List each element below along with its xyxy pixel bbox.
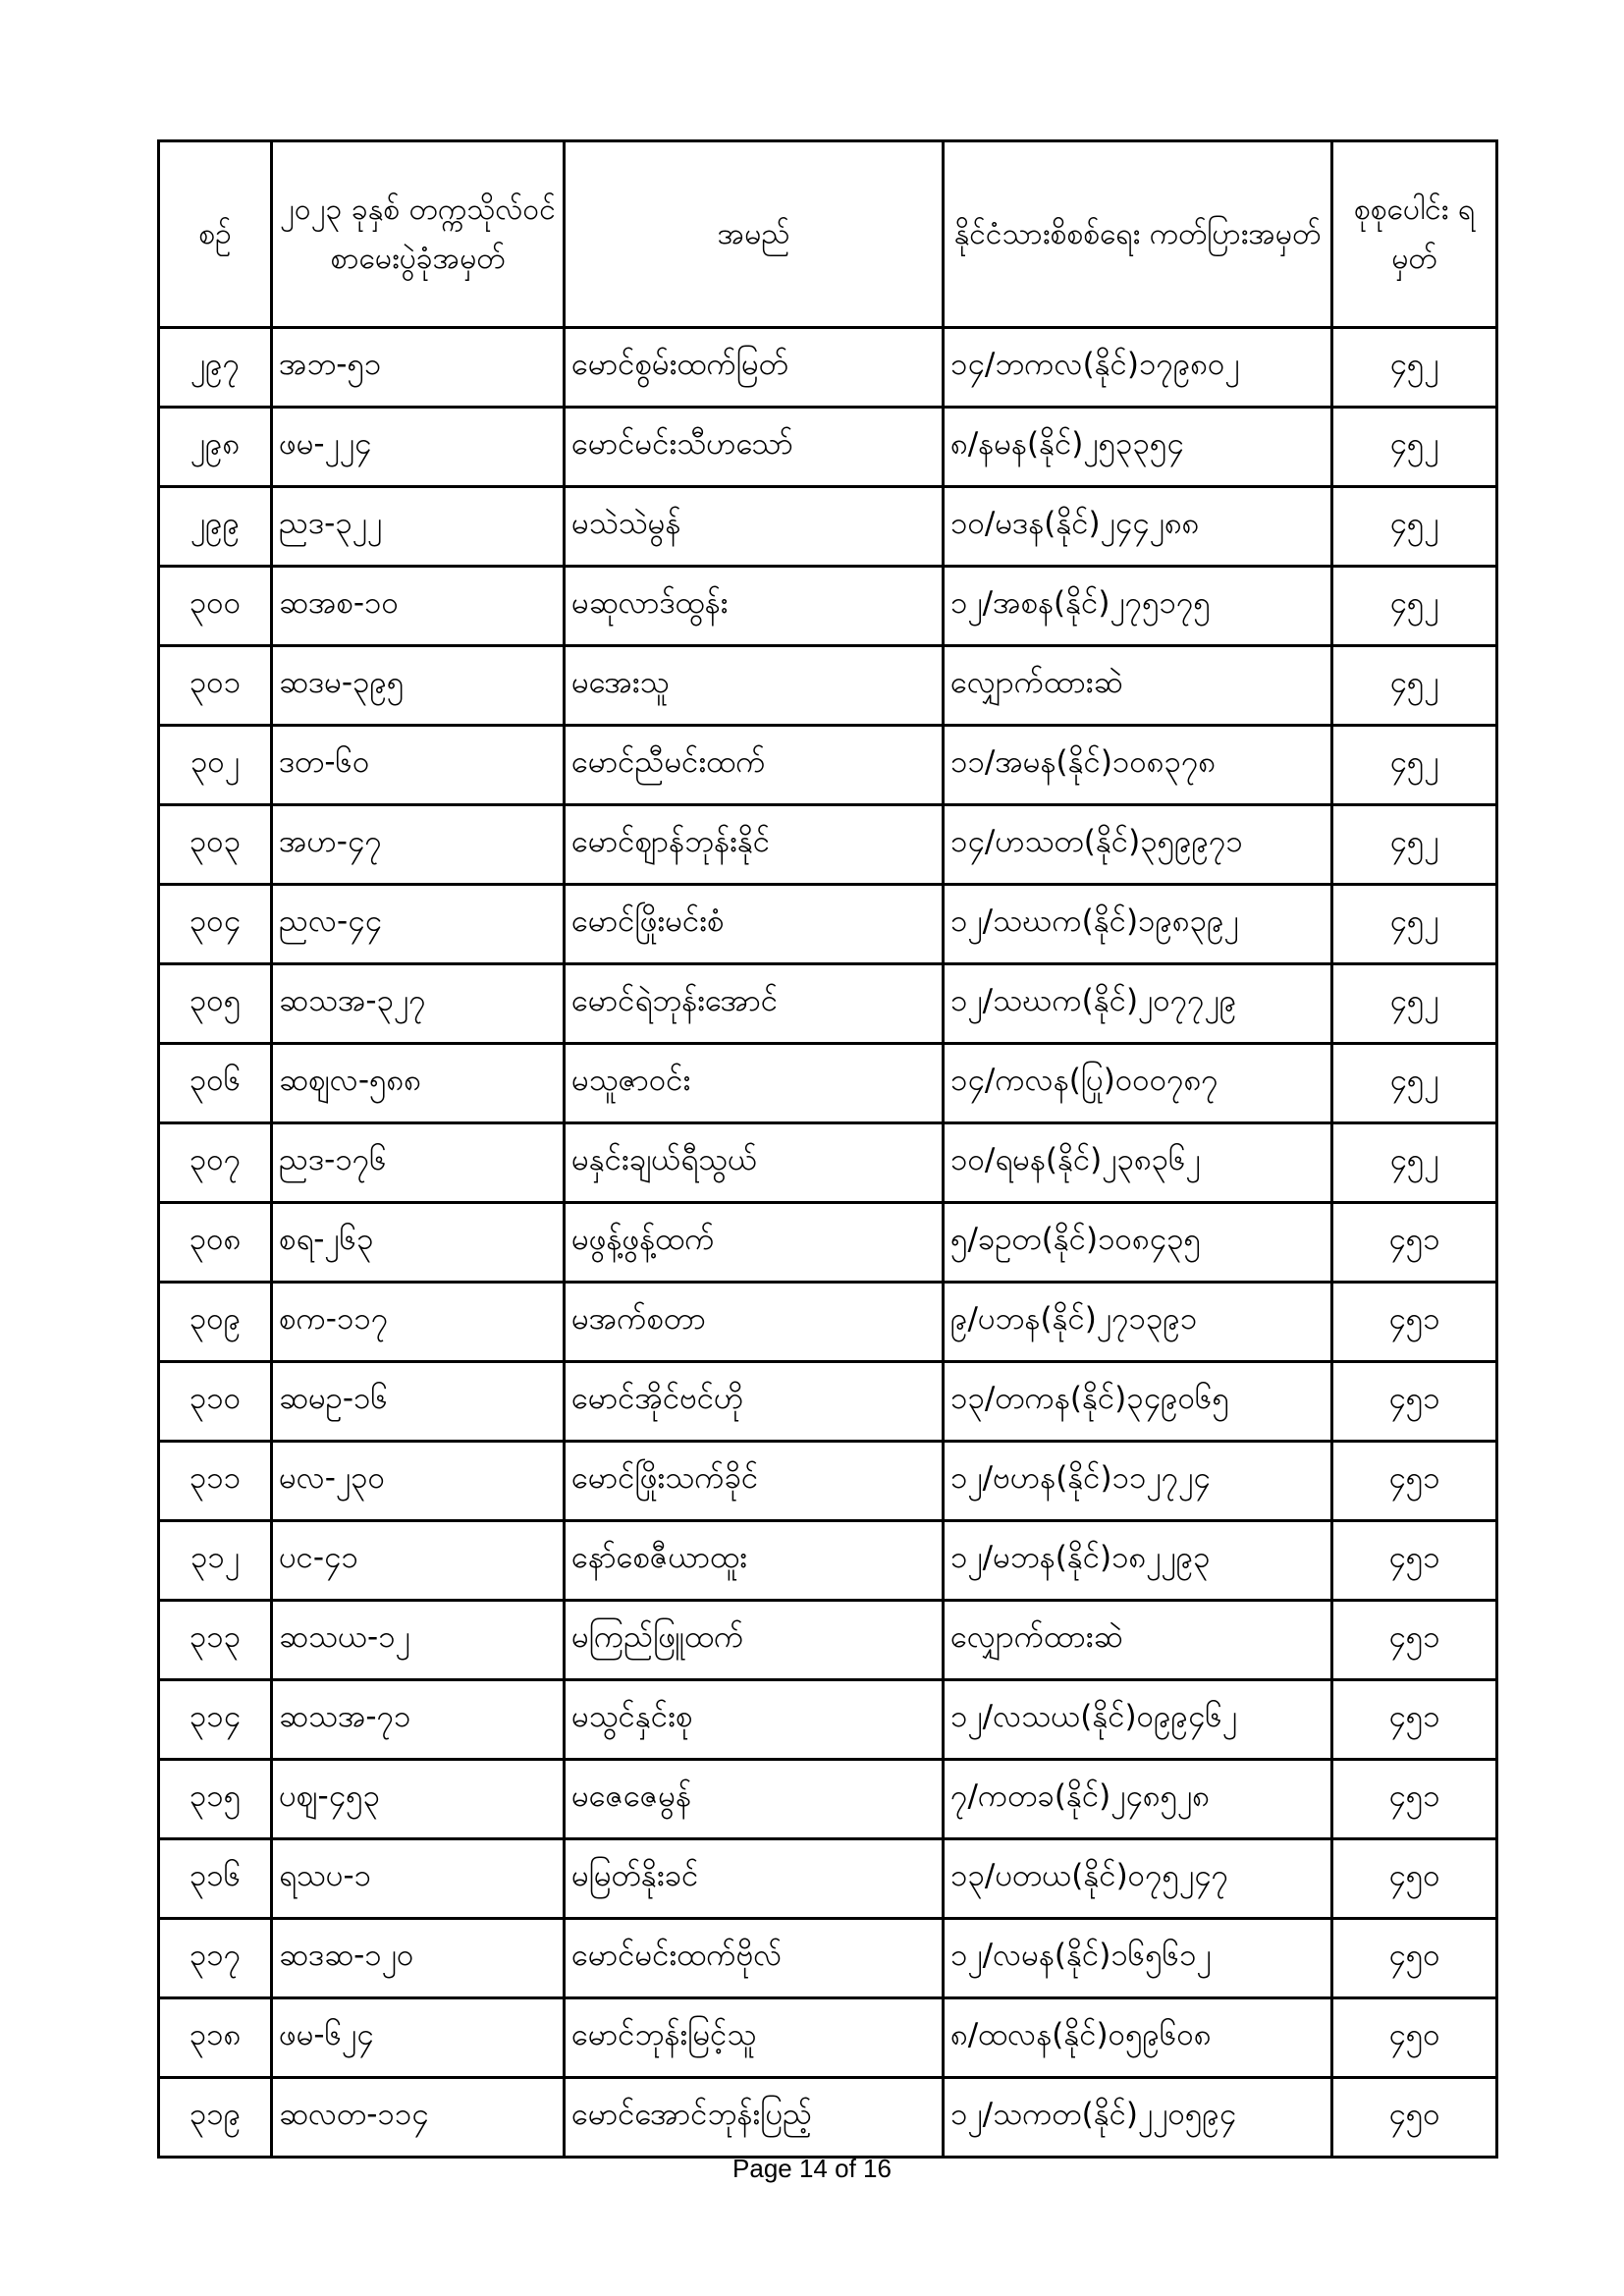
table-row [159,1283,1497,1362]
table-row [159,885,1497,964]
roll-number-cell: ဆသယ-၁၂ [272,1601,565,1680]
nrc-number-cell: ၁၄/ကလန(ပြု)၀၀၀၇၈၇ [944,1044,1332,1123]
roll-number-cell: ဆမဥ-၁၆ [272,1362,565,1442]
table-row [159,408,1497,487]
header-roll-number: ၂၀၂၃ ခုနှစ် တက္ကသိုလ်ဝင် စာမေးပွဲခုံအမှတ် [272,141,565,328]
name-cell: မောင်မင်းသီဟသော် [565,408,944,487]
table-row [159,964,1497,1044]
name-cell: မောင်ဈာန်ဘုန်းနိုင် [565,805,944,885]
total-marks-cell: ၄၅၂ [1332,885,1497,964]
name-cell: မောင်ဖြိုးသက်ခိုင် [565,1442,944,1521]
table-row [159,1203,1497,1283]
roll-number-cell: ဆဒဆ-၁၂၀ [272,1919,565,1998]
name-cell: မဇေဇေမွန် [565,1760,944,1839]
roll-number-cell: ဒတ-၆၀ [272,726,565,805]
serial-no-cell: ၃၁၉ [159,2078,272,2158]
roll-number-cell: ရသပ-၁ [272,1839,565,1919]
nrc-number-cell: ၈/ထလန(နိုင်)၀၅၉၆၀၈ [944,1998,1332,2078]
nrc-number-cell: ၇/ကတခ(နိုင်)၂၄၈၅၂၈ [944,1760,1332,1839]
nrc-number-cell: ၁၂/သကတ(နိုင်)၂၂၀၅၉၄ [944,2078,1332,2158]
name-cell: မအက်စတာ [565,1283,944,1362]
table-row [159,1044,1497,1123]
total-marks-cell: ၄၅၁ [1332,1521,1497,1601]
serial-no-cell: ၃၀၈ [159,1203,272,1283]
results-table [157,139,1498,2159]
nrc-number-cell: ၁၁/အမန(နိုင်)၁၀၈၃၇၈ [944,726,1332,805]
roll-number-cell: ဆဈလ-၅၈၈ [272,1044,565,1123]
roll-number-cell: အဟ-၄၇ [272,805,565,885]
serial-no-cell: ၃၀၂ [159,726,272,805]
nrc-number-cell: ၈/နမန(နိုင်)၂၅၃၃၅၄ [944,408,1332,487]
table-row [159,567,1497,646]
total-marks-cell: ၄၅၁ [1332,1203,1497,1283]
total-marks-cell: ၄၅၂ [1332,328,1497,408]
roll-number-cell: ဆလတ-၁၁၄ [272,2078,565,2158]
nrc-number-cell: လျှောက်ထားဆဲ [944,1601,1332,1680]
nrc-number-cell: လျှောက်ထားဆဲ [944,646,1332,726]
header-total-marks: စုစုပေါင်း ရမှတ် [1332,141,1497,328]
roll-number-cell: စရ-၂၆၃ [272,1203,565,1283]
total-marks-cell: ၄၅၂ [1332,964,1497,1044]
table-row [159,328,1497,408]
table-row [159,1839,1497,1919]
serial-no-cell: ၃၁၇ [159,1919,272,1998]
nrc-number-cell: ၁၂/သဃက(နိုင်)၁၉၈၃၉၂ [944,885,1332,964]
table-row [159,1601,1497,1680]
name-cell: မသူဇာဝင်း [565,1044,944,1123]
total-marks-cell: ၄၅၀ [1332,1839,1497,1919]
name-cell: မောင်ညီမင်းထက် [565,726,944,805]
total-marks-cell: ၄၅၁ [1332,1283,1497,1362]
nrc-number-cell: ၁၀/မဒန(နိုင်)၂၄၄၂၈၈ [944,487,1332,567]
roll-number-cell: ဆသအ-၃၂၇ [272,964,565,1044]
serial-no-cell: ၂၉၉ [159,487,272,567]
table-row [159,1680,1497,1760]
table-row [159,1123,1497,1203]
total-marks-cell: ၄၅၁ [1332,1362,1497,1442]
roll-number-cell: ဖမ-၂၂၄ [272,408,565,487]
serial-no-cell: ၃၁၀ [159,1362,272,1442]
header-nrc-number: နိုင်ငံသားစိစစ်ရေး ကတ်ပြားအမှတ် [944,141,1332,328]
nrc-number-cell: ၁၂/လသယ(နိုင်)၀၉၉၄၆၂ [944,1680,1332,1760]
roll-number-cell: ပဈ-၄၅၃ [272,1760,565,1839]
table-row [159,1362,1497,1442]
roll-number-cell: စက-၁၁၇ [272,1283,565,1362]
header-serial-no: စဉ် [159,141,272,328]
roll-number-cell: ညဒ-၃၂၂ [272,487,565,567]
nrc-number-cell: ၁၂/ဗဟန(နိုင်)၁၁၂၇၂၄ [944,1442,1332,1521]
total-marks-cell: ၄၅၀ [1332,1998,1497,2078]
total-marks-cell: ၄၅၁ [1332,1601,1497,1680]
name-cell: မဆုလာဒ်ထွန်း [565,567,944,646]
serial-no-cell: ၂၉၇ [159,328,272,408]
serial-no-cell: ၃၀၀ [159,567,272,646]
table-row [159,646,1497,726]
name-cell: မောင်စွမ်းထက်မြတ် [565,328,944,408]
total-marks-cell: ၄၅၂ [1332,646,1497,726]
serial-no-cell: ၃၀၃ [159,805,272,885]
nrc-number-cell: ၁၄/ဟသတ(နိုင်)၃၅၉၉၇၁ [944,805,1332,885]
table-row [159,1998,1497,2078]
roll-number-cell: ဆအစ-၁၀ [272,567,565,646]
nrc-number-cell: ၅/ခဥတ(နိုင်)၁၀၈၄၃၅ [944,1203,1332,1283]
serial-no-cell: ၃၁၈ [159,1998,272,2078]
serial-no-cell: ၃၁၁ [159,1442,272,1521]
header-name: အမည် [565,141,944,328]
serial-no-cell: ၃၀၆ [159,1044,272,1123]
nrc-number-cell: ၁၃/ပတယ(နိုင်)၀၇၅၂၄၇ [944,1839,1332,1919]
total-marks-cell: ၄၅၂ [1332,1123,1497,1203]
serial-no-cell: ၃၁၂ [159,1521,272,1601]
name-cell: မောင်အိုင်ဗင်ဟို [565,1362,944,1442]
roll-number-cell: ညလ-၄၄ [272,885,565,964]
roll-number-cell: မလ-၂၃၀ [272,1442,565,1521]
serial-no-cell: ၃၀၉ [159,1283,272,1362]
table-row [159,1760,1497,1839]
name-cell: မသွင်နှင်းစု [565,1680,944,1760]
nrc-number-cell: ၁၂/မဘန(နိုင်)၁၈၂၂၉၃ [944,1521,1332,1601]
name-cell: မကြည်ဖြူထက် [565,1601,944,1680]
table-row [159,726,1497,805]
table-row [159,1919,1497,1998]
total-marks-cell: ၄၅၂ [1332,726,1497,805]
serial-no-cell: ၃၀၄ [159,885,272,964]
total-marks-cell: ၄၅၂ [1332,487,1497,567]
serial-no-cell: ၃၀၁ [159,646,272,726]
total-marks-cell: ၄၅၂ [1332,805,1497,885]
serial-no-cell: ၃၁၆ [159,1839,272,1919]
serial-no-cell: ၃၁၃ [159,1601,272,1680]
nrc-number-cell: ၁၂/သဃက(နိုင်)၂၀၇၇၂၉ [944,964,1332,1044]
roll-number-cell: ဆသအ-၇၁ [272,1680,565,1760]
table-row [159,2078,1497,2158]
name-cell: မောင်မင်းထက်ဗိုလ် [565,1919,944,1998]
total-marks-cell: ၄၅၁ [1332,1760,1497,1839]
nrc-number-cell: ၁၀/ရမန(နိုင်)၂၃၈၃၆၂ [944,1123,1332,1203]
table-body [159,328,1497,2158]
name-cell: မောင်ဖြိုးမင်းစံ [565,885,944,964]
total-marks-cell: ၄၅၂ [1332,408,1497,487]
nrc-number-cell: ၁၂/အစန(နိုင်)၂၇၅၁၇၅ [944,567,1332,646]
roll-number-cell: အဘ-၅၁ [272,328,565,408]
total-marks-cell: ၄၅၀ [1332,1919,1497,1998]
serial-no-cell: ၃၀၇ [159,1123,272,1203]
table-header-row [159,141,1497,328]
nrc-number-cell: ၁၄/ဘကလ(နိုင်)၁၇၉၈၀၂ [944,328,1332,408]
name-cell: မောင်အောင်ဘုန်းပြည့် [565,2078,944,2158]
table-row [159,1521,1497,1601]
serial-no-cell: ၃၁၅ [159,1760,272,1839]
total-marks-cell: ၄၅၁ [1332,1442,1497,1521]
name-cell: မသဲသဲမွန် [565,487,944,567]
name-cell: မောင်ရဲဘုန်းအောင် [565,964,944,1044]
total-marks-cell: ၄၅၂ [1332,567,1497,646]
total-marks-cell: ၄၅၀ [1332,2078,1497,2158]
roll-number-cell: ပင-၄၁ [272,1521,565,1601]
name-cell: မမြတ်နိုးခင် [565,1839,944,1919]
nrc-number-cell: ၁၂/လမန(နိုင်)၁၆၅၆၁၂ [944,1919,1332,1998]
roll-number-cell: ဆဒမ-၃၉၅ [272,646,565,726]
total-marks-cell: ၄၅၁ [1332,1680,1497,1760]
table-row [159,805,1497,885]
nrc-number-cell: ၉/ပဘန(နိုင်)၂၇၁၃၉၁ [944,1283,1332,1362]
roll-number-cell: ညဒ-၁၇၆ [272,1123,565,1203]
table-row [159,1442,1497,1521]
page-number: Page 14 of 16 [732,2154,892,2183]
serial-no-cell: ၃၀၅ [159,964,272,1044]
table-row [159,487,1497,567]
name-cell: မောင်ဘုန်းမြင့်သူ [565,1998,944,2078]
serial-no-cell: ၂၉၈ [159,408,272,487]
nrc-number-cell: ၁၃/တကန(နိုင်)၃၄၉၀၆၅ [944,1362,1332,1442]
roll-number-cell: ဖမ-၆၂၄ [272,1998,565,2078]
name-cell: မနှင်းချယ်ရီသွယ် [565,1123,944,1203]
name-cell: မအေးသူ [565,646,944,726]
total-marks-cell: ၄၅၂ [1332,1044,1497,1123]
serial-no-cell: ၃၁၄ [159,1680,272,1760]
name-cell: နော်စေဇီယာထူး [565,1521,944,1601]
name-cell: မဖွန့်ဖွန့်ထက် [565,1203,944,1283]
